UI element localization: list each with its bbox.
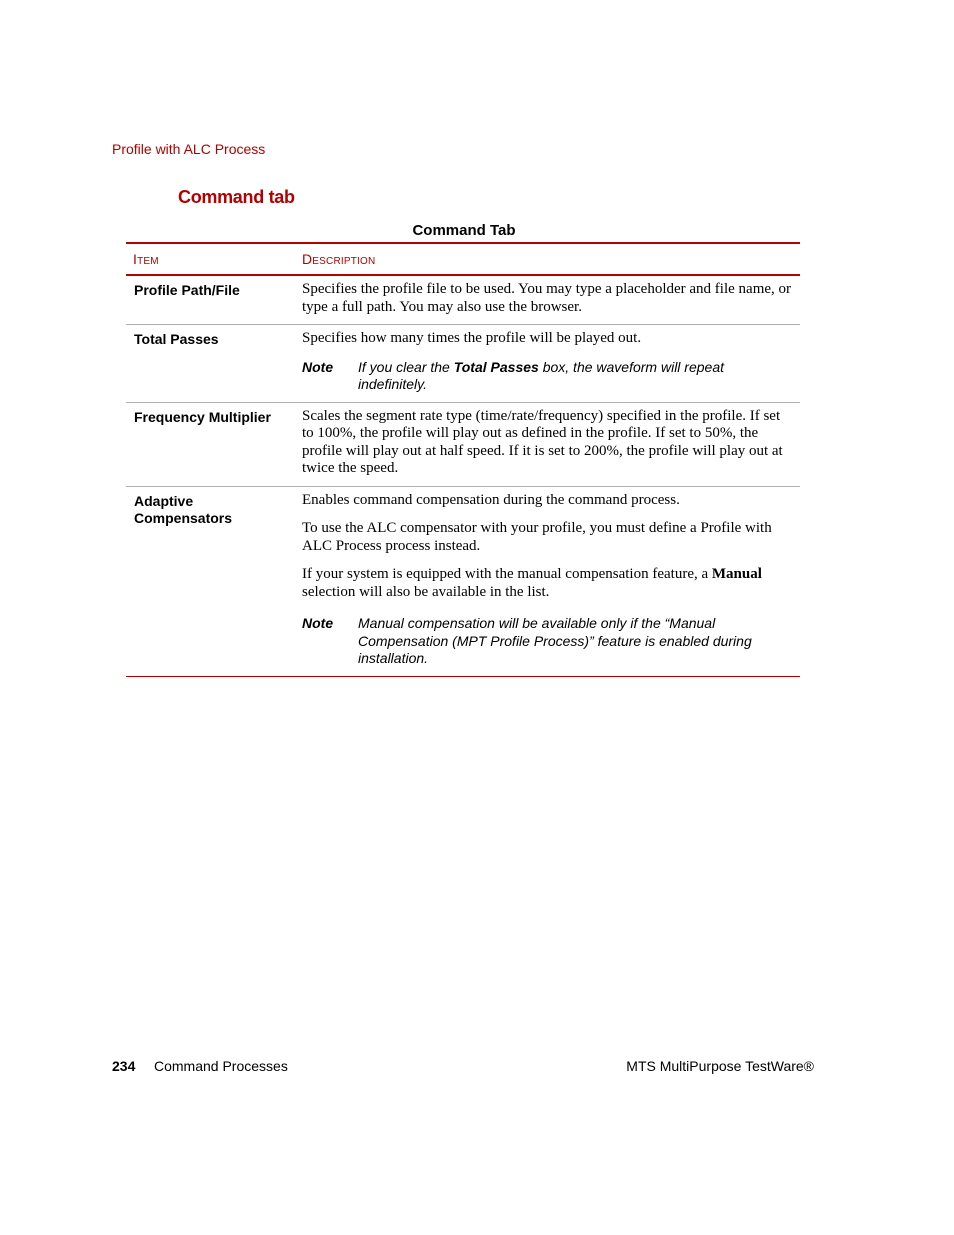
note-text-bold: Total Passes	[453, 358, 539, 375]
note-text-after: box, the waveform will repeat indefinitely.	[358, 358, 725, 392]
description-paragraph	[302, 566, 792, 601]
description-paragraph: To use the ALC compensator with your profile, you must define a Profile with ALC Process process instead.	[302, 520, 772, 554]
description-paragraph: Scales the segment rate type (time/rate/frequency) specified in the profile. If set to 100%, the profile will play out as defined in the profile. If set to 50%, the profile will play out at half speed. If it is set to 200%, the profile will play out at twice the speed.	[302, 407, 783, 476]
table-row	[126, 275, 800, 325]
command-tab-table	[126, 242, 800, 677]
breadcrumb: Profile with ALC Process	[112, 141, 266, 157]
row-item-label: Adaptive Compensators	[126, 486, 294, 676]
table-header-row	[126, 243, 800, 275]
column-header-item: Item	[126, 243, 294, 275]
paragraph-text-after: selection will also be available in the list.	[302, 583, 550, 600]
description-paragraph: Specifies how many times the profile will be played out.	[302, 330, 642, 346]
description-paragraph: Enables command compensation during the command process.	[302, 491, 680, 508]
note-text: Manual compensation will be available only if the “Manual Compensation (MPT Profile Process)” feature is enabled during installation.	[358, 615, 752, 666]
row-description	[294, 275, 800, 325]
paragraph-text-before: If your system is equipped with the manual compensation feature, a	[302, 566, 712, 582]
note-text	[358, 359, 792, 394]
footer-product-name: MTS MultiPurpose TestWare®	[626, 1058, 814, 1074]
row-description	[294, 325, 800, 403]
note	[302, 359, 792, 394]
note-label: Note	[302, 615, 334, 631]
row-description	[294, 486, 800, 676]
table-caption: Command Tab	[412, 222, 516, 239]
page-number: 234	[112, 1058, 136, 1074]
row-item-label: Total Passes	[126, 325, 294, 403]
table-row	[126, 325, 800, 403]
table-row	[126, 486, 800, 676]
table-row	[126, 402, 800, 486]
row-item-label: Frequency Multiplier	[126, 402, 294, 486]
note	[302, 615, 792, 668]
description-paragraph: Specifies the profile file to be used. You may type a placeholder and file name, or type a full path. You may also use the browser.	[302, 281, 792, 315]
note-text-before: If you clear the	[358, 358, 454, 375]
row-item-label: Profile Path/File	[126, 275, 294, 325]
note-label: Note	[302, 358, 334, 375]
footer-section-title: Command Processes	[154, 1058, 288, 1074]
row-description	[294, 402, 800, 486]
section-heading: Command tab	[178, 187, 295, 207]
column-header-description: Description	[294, 243, 800, 275]
manual-keyword: Manual	[711, 566, 762, 582]
